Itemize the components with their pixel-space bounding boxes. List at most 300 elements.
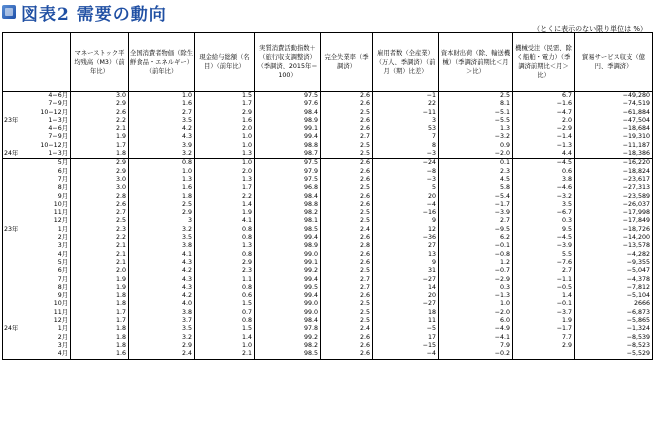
table-cell: −61,884 — [575, 109, 653, 117]
table-cell: 17 — [373, 334, 439, 342]
row-year: 23年 — [4, 116, 19, 124]
header-cpi: 全国消費者物価（除生鮮食品・エネルギー）（前年比） — [129, 33, 195, 92]
table-row — [3, 109, 653, 117]
table-row — [3, 92, 653, 101]
table-row — [3, 309, 653, 317]
row-year — [3, 176, 4, 184]
table-cell: −27 — [373, 276, 439, 284]
table-cell: 2.9 — [513, 342, 575, 350]
table-cell: 1.0 — [195, 133, 255, 141]
table-cell: 2.5 — [321, 217, 373, 225]
row-period: 1月 — [57, 325, 68, 333]
table-cell: 9 — [373, 217, 439, 225]
row-year — [3, 309, 4, 317]
row-period: 1−3月 — [48, 150, 68, 158]
table-cell: −16,220 — [575, 159, 653, 168]
table-cell: −0.1 — [439, 242, 513, 250]
table-cell: 2.6 — [321, 334, 373, 342]
table-cell: 1.3 — [195, 242, 255, 250]
row-period: 9月 — [57, 292, 68, 300]
table-cell: 9 — [373, 259, 439, 267]
table-cell: 20 — [373, 193, 439, 201]
table-row — [3, 201, 653, 209]
page-title: 図表2 需要の動向 — [21, 4, 167, 25]
row-year — [3, 100, 4, 108]
table-cell: 20 — [373, 292, 439, 300]
table-cell: 3.8 — [513, 176, 575, 184]
table-cell: −49,280 — [575, 92, 653, 101]
table-cell: 2.6 — [321, 117, 373, 125]
table-cell: −18,824 — [575, 168, 653, 176]
table-cell: 2.7 — [321, 284, 373, 292]
table-cell: 3.2 — [129, 150, 195, 159]
table-cell: 1.4 — [195, 201, 255, 209]
row-year — [3, 209, 4, 217]
table-cell: 0.8 — [195, 284, 255, 292]
table-cell: 7.7 — [513, 334, 575, 342]
row-label — [3, 159, 71, 168]
table-cell: 0.6 — [195, 292, 255, 300]
table-cell: 99.4 — [255, 276, 321, 284]
row-label — [3, 325, 71, 333]
table-cell: 2.1 — [71, 125, 129, 133]
table-cell: 1.9 — [71, 276, 129, 284]
table-cell: 0.6 — [513, 168, 575, 176]
table-cell: 2.6 — [71, 109, 129, 117]
table-cell: 2.5 — [321, 300, 373, 308]
row-period: 7月 — [57, 275, 68, 283]
table-cell: 2.2 — [71, 234, 129, 242]
row-label — [3, 117, 71, 125]
row-year — [3, 168, 4, 176]
table-cell: 1.2 — [439, 259, 513, 267]
table-cell: −47,504 — [575, 117, 653, 125]
row-year — [3, 193, 4, 201]
header-employees: 雇用者数（全産業）（万人、季調済）（前月（期）比差） — [373, 33, 439, 92]
table-cell: 2.8 — [71, 193, 129, 201]
table-cell: 8.1 — [439, 100, 513, 108]
header-capital-goods: 資本財出荷（除、輸送機械）（季調済前期比＜月＞比） — [439, 33, 513, 92]
row-year — [3, 92, 4, 100]
table-cell: −4.5 — [513, 234, 575, 242]
table-cell: 99.0 — [255, 300, 321, 308]
table-cell: 2.0 — [71, 267, 129, 275]
table-cell: 2.4 — [321, 325, 373, 333]
table-cell: −2.0 — [439, 309, 513, 317]
table-cell: 1.8 — [71, 342, 129, 350]
table-cell: 98.2 — [255, 209, 321, 217]
table-cell: 7.9 — [439, 342, 513, 350]
table-cell: 2.6 — [321, 125, 373, 133]
table-cell: 6.0 — [439, 317, 513, 325]
table-cell: 2.6 — [321, 251, 373, 259]
table-row — [3, 176, 653, 184]
table-cell: 2.6 — [321, 350, 373, 359]
row-period: 10−12月 — [40, 141, 68, 149]
table-cell: 1.7 — [195, 100, 255, 108]
table-row — [3, 168, 653, 176]
table-cell: 2.1 — [195, 350, 255, 359]
table-cell: 3.7 — [129, 317, 195, 325]
table-cell: −23,589 — [575, 193, 653, 201]
table-cell: −5,104 — [575, 292, 653, 300]
table-cell: −3.7 — [513, 309, 575, 317]
table-cell: 98.5 — [255, 350, 321, 359]
table-cell: −2.9 — [513, 125, 575, 133]
table-cell: 2.6 — [321, 342, 373, 350]
row-year — [3, 259, 4, 267]
table-cell: 98.8 — [255, 201, 321, 209]
row-label — [3, 292, 71, 300]
table-cell: −18,386 — [575, 150, 653, 159]
table-row — [3, 325, 653, 333]
table-cell: 1.3 — [195, 150, 255, 159]
table-cell: 2.7 — [321, 133, 373, 141]
row-label — [3, 259, 71, 267]
row-label — [3, 226, 71, 234]
table-cell: 5 — [373, 184, 439, 192]
table-cell: 1.8 — [129, 193, 195, 201]
table-cell: 1.1 — [195, 276, 255, 284]
row-period: 2月 — [57, 234, 68, 242]
table-cell: 1.3 — [439, 125, 513, 133]
row-year — [3, 300, 4, 308]
table-cell: 1.0 — [129, 92, 195, 101]
table-cell: 2.3 — [71, 226, 129, 234]
table-cell: 4.2 — [129, 125, 195, 133]
table-cell: 1.5 — [195, 300, 255, 308]
table-cell: 0.8 — [129, 159, 195, 168]
table-cell: −5.4 — [439, 193, 513, 201]
table-cell: 3.5 — [129, 117, 195, 125]
row-label — [3, 125, 71, 133]
table-cell: 2.9 — [129, 209, 195, 217]
table-cell: −1.6 — [513, 100, 575, 108]
table-cell: 2.7 — [129, 109, 195, 117]
table-cell: 1.6 — [195, 117, 255, 125]
row-label — [3, 350, 71, 359]
table-cell: 2.4 — [129, 350, 195, 359]
table-cell: −17,998 — [575, 209, 653, 217]
table-cell: 4.2 — [129, 292, 195, 300]
table-cell: 2.0 — [513, 117, 575, 125]
table-cell: −18,684 — [575, 125, 653, 133]
table-cell: 11 — [373, 317, 439, 325]
table-cell: 0.8 — [195, 251, 255, 259]
row-year — [3, 251, 4, 259]
table-cell: 2.9 — [195, 109, 255, 117]
table-cell: −1 — [373, 92, 439, 101]
table-cell: 98.5 — [255, 226, 321, 234]
table-cell: 4.4 — [513, 150, 575, 159]
table-cell: 12 — [373, 226, 439, 234]
table-row — [3, 251, 653, 259]
table-cell: 1.9 — [513, 317, 575, 325]
table-cell: 1.3 — [129, 176, 195, 184]
table-cell: 2.7 — [321, 276, 373, 284]
row-year — [3, 125, 4, 133]
table-cell: 1.0 — [195, 159, 255, 168]
table-row — [3, 234, 653, 242]
table-cell: 5.5 — [513, 251, 575, 259]
table-cell: 99.1 — [255, 125, 321, 133]
table-cell: 6.7 — [513, 92, 575, 101]
table-cell: 98.4 — [255, 193, 321, 201]
row-year: 23年 — [4, 225, 19, 233]
row-period: 10月 — [53, 200, 68, 208]
row-year — [3, 267, 4, 275]
row-label — [3, 184, 71, 192]
table-row — [3, 342, 653, 350]
row-period: 8月 — [57, 184, 68, 192]
table-cell: 1.7 — [195, 184, 255, 192]
table-body — [3, 92, 653, 360]
table-cell: 0.8 — [195, 317, 255, 325]
table-cell: 2.3 — [439, 168, 513, 176]
table-cell: 2.5 — [71, 217, 129, 225]
row-label — [3, 176, 71, 184]
table-cell: −4.5 — [513, 159, 575, 168]
row-label — [3, 317, 71, 325]
table-cell: 3.5 — [129, 325, 195, 333]
table-cell: 2.5 — [321, 142, 373, 150]
table-row — [3, 100, 653, 108]
table-cell: 4.3 — [129, 284, 195, 292]
table-row — [3, 150, 653, 159]
row-label — [3, 209, 71, 217]
row-label — [3, 251, 71, 259]
table-row — [3, 217, 653, 225]
table-cell: 3.8 — [129, 242, 195, 250]
unit-note: （とくに表示のない限り単位は %） — [533, 25, 647, 33]
table-cell: 2.6 — [321, 193, 373, 201]
table-cell: −9,355 — [575, 259, 653, 267]
row-year — [3, 242, 4, 250]
table-cell: 2.3 — [195, 267, 255, 275]
table-cell: 3.0 — [71, 184, 129, 192]
table-cell: 3.0 — [71, 176, 129, 184]
table-cell: 3.2 — [129, 226, 195, 234]
table-cell: 3.5 — [513, 201, 575, 209]
table-cell: 2.2 — [195, 193, 255, 201]
table-cell: 1.9 — [71, 284, 129, 292]
table-cell: 1.7 — [71, 309, 129, 317]
table-cell: 4.0 — [129, 300, 195, 308]
table-cell: −13,578 — [575, 242, 653, 250]
table-cell: 1.0 — [195, 142, 255, 150]
table-cell: 5.8 — [439, 184, 513, 192]
table-cell: 2.6 — [71, 201, 129, 209]
row-period: 5月 — [57, 258, 68, 266]
table-cell: −3 — [373, 150, 439, 159]
row-year — [3, 217, 4, 225]
table-cell: −27 — [373, 300, 439, 308]
table-cell: −3.2 — [513, 193, 575, 201]
row-period: 4−6月 — [48, 125, 68, 133]
row-year — [3, 184, 4, 192]
table-cell: 2.5 — [321, 209, 373, 217]
row-label — [3, 309, 71, 317]
table-cell: 1.0 — [129, 168, 195, 176]
table-cell: −3.9 — [513, 242, 575, 250]
table-cell: −2.0 — [439, 150, 513, 159]
table-cell: 99.4 — [255, 133, 321, 141]
row-period: 6月 — [57, 267, 68, 275]
row-label — [3, 92, 71, 101]
table-cell: 18 — [373, 309, 439, 317]
table-cell: 2666 — [575, 300, 653, 308]
table-cell: −1.3 — [513, 142, 575, 150]
table-cell: 9.5 — [513, 226, 575, 234]
row-period: 10−12月 — [40, 108, 68, 116]
table-cell: 2.1 — [71, 242, 129, 250]
table-cell: −3 — [373, 176, 439, 184]
table-cell: 98.9 — [255, 242, 321, 250]
row-period: 11月 — [53, 308, 68, 316]
table-cell: 1.4 — [513, 292, 575, 300]
row-period: 4月 — [57, 250, 68, 258]
table-cell: 3.9 — [129, 142, 195, 150]
table-cell: 1.8 — [71, 325, 129, 333]
row-label — [3, 300, 71, 308]
table-cell: 4.1 — [129, 251, 195, 259]
table-cell: −1.7 — [513, 325, 575, 333]
table-cell: −11,187 — [575, 142, 653, 150]
table-cell: 2.6 — [321, 176, 373, 184]
table-cell: 0.1 — [439, 159, 513, 168]
table-cell: 4.3 — [129, 133, 195, 141]
row-year — [3, 159, 4, 167]
table-cell: −7.6 — [513, 259, 575, 267]
row-year — [3, 276, 4, 284]
row-label — [3, 334, 71, 342]
table-cell: 98.8 — [255, 142, 321, 150]
table-cell: 2.9 — [195, 259, 255, 267]
header-wages: 現金給与総額（名目）（前年比） — [195, 33, 255, 92]
table-cell: −7,812 — [575, 284, 653, 292]
row-period: 8月 — [57, 283, 68, 291]
table-cell: 99.4 — [255, 234, 321, 242]
table-cell: 2.6 — [321, 92, 373, 101]
row-year — [3, 142, 4, 150]
table-cell: −5.1 — [439, 109, 513, 117]
table-cell: 22 — [373, 100, 439, 108]
table-cell: 1.8 — [71, 150, 129, 159]
table-row — [3, 184, 653, 192]
table-cell: 99.1 — [255, 259, 321, 267]
table-cell: 2.5 — [321, 150, 373, 159]
title-bar — [2, 2, 167, 25]
table-row — [3, 276, 653, 284]
table-cell: 2.8 — [321, 242, 373, 250]
table-cell: −1,324 — [575, 325, 653, 333]
table-cell: 27 — [373, 242, 439, 250]
table-cell: 0.7 — [195, 309, 255, 317]
table-cell: 2.6 — [321, 159, 373, 168]
row-period: 2月 — [57, 333, 68, 341]
row-label — [3, 217, 71, 225]
table-cell: −5,529 — [575, 350, 653, 359]
row-period: 11月 — [53, 209, 68, 217]
row-year — [3, 292, 4, 300]
table-cell: 98.1 — [255, 217, 321, 225]
table-cell: −4.7 — [513, 109, 575, 117]
table-cell: −3.2 — [439, 133, 513, 141]
row-period: 3月 — [57, 242, 68, 250]
table-cell: −0.8 — [439, 251, 513, 259]
table-cell: −5 — [373, 325, 439, 333]
table-row — [3, 117, 653, 125]
table-cell: 98.4 — [255, 109, 321, 117]
table-cell: −2.9 — [439, 276, 513, 284]
table-row — [3, 226, 653, 234]
row-period: 12月 — [53, 217, 68, 225]
row-period: 1−3月 — [48, 116, 68, 124]
row-label — [3, 267, 71, 275]
table-cell: 99.2 — [255, 334, 321, 342]
table-cell: 31 — [373, 267, 439, 275]
row-year — [3, 234, 4, 242]
table-cell: 2.7 — [439, 217, 513, 225]
table-cell: 6.2 — [439, 234, 513, 242]
table-cell: −9.5 — [439, 226, 513, 234]
row-year — [3, 109, 4, 117]
table-cell: 3.5 — [129, 234, 195, 242]
row-label — [3, 142, 71, 150]
table-cell: 97.9 — [255, 168, 321, 176]
table-cell: 1.9 — [195, 209, 255, 217]
table-cell: 8 — [373, 142, 439, 150]
table-cell: −1.4 — [513, 133, 575, 141]
table-cell: 4.2 — [129, 267, 195, 275]
row-label — [3, 276, 71, 284]
table-cell: −11 — [373, 109, 439, 117]
table-cell: 1.4 — [195, 334, 255, 342]
table-cell: 99.2 — [255, 267, 321, 275]
document-icon — [2, 5, 16, 19]
table-cell: −4 — [373, 350, 439, 359]
header-consumption-index: 実質消費活動指数＋（旅行収支調整済）（季調済、2015年＝100） — [255, 33, 321, 92]
table-cell: 2.0 — [195, 125, 255, 133]
table-cell: 2.9 — [71, 159, 129, 168]
row-period: 4月 — [57, 350, 68, 358]
row-year: 24年 — [4, 325, 19, 333]
table-cell: 2.4 — [321, 226, 373, 234]
row-period: 7月 — [57, 175, 68, 183]
table-cell: 3.0 — [71, 92, 129, 101]
table-cell: 99.5 — [255, 284, 321, 292]
table-cell: −15 — [373, 342, 439, 350]
table-row — [3, 159, 653, 168]
row-period: 1月 — [57, 225, 68, 233]
row-year — [3, 133, 4, 141]
table-cell: 4.3 — [129, 276, 195, 284]
table-row — [3, 350, 653, 359]
table-cell: 2.6 — [321, 201, 373, 209]
table-cell: −5,047 — [575, 267, 653, 275]
table-cell: 1.0 — [195, 342, 255, 350]
table-cell: 1.3 — [195, 176, 255, 184]
table-cell: 2.6 — [321, 259, 373, 267]
table-cell: 2.2 — [71, 117, 129, 125]
table-row — [3, 193, 653, 201]
table-cell: 2.6 — [321, 292, 373, 300]
table-cell: 98.7 — [255, 150, 321, 159]
table-cell: 3.8 — [129, 309, 195, 317]
table-row — [3, 284, 653, 292]
table-cell: 97.8 — [255, 325, 321, 333]
table-cell: −4 — [373, 201, 439, 209]
